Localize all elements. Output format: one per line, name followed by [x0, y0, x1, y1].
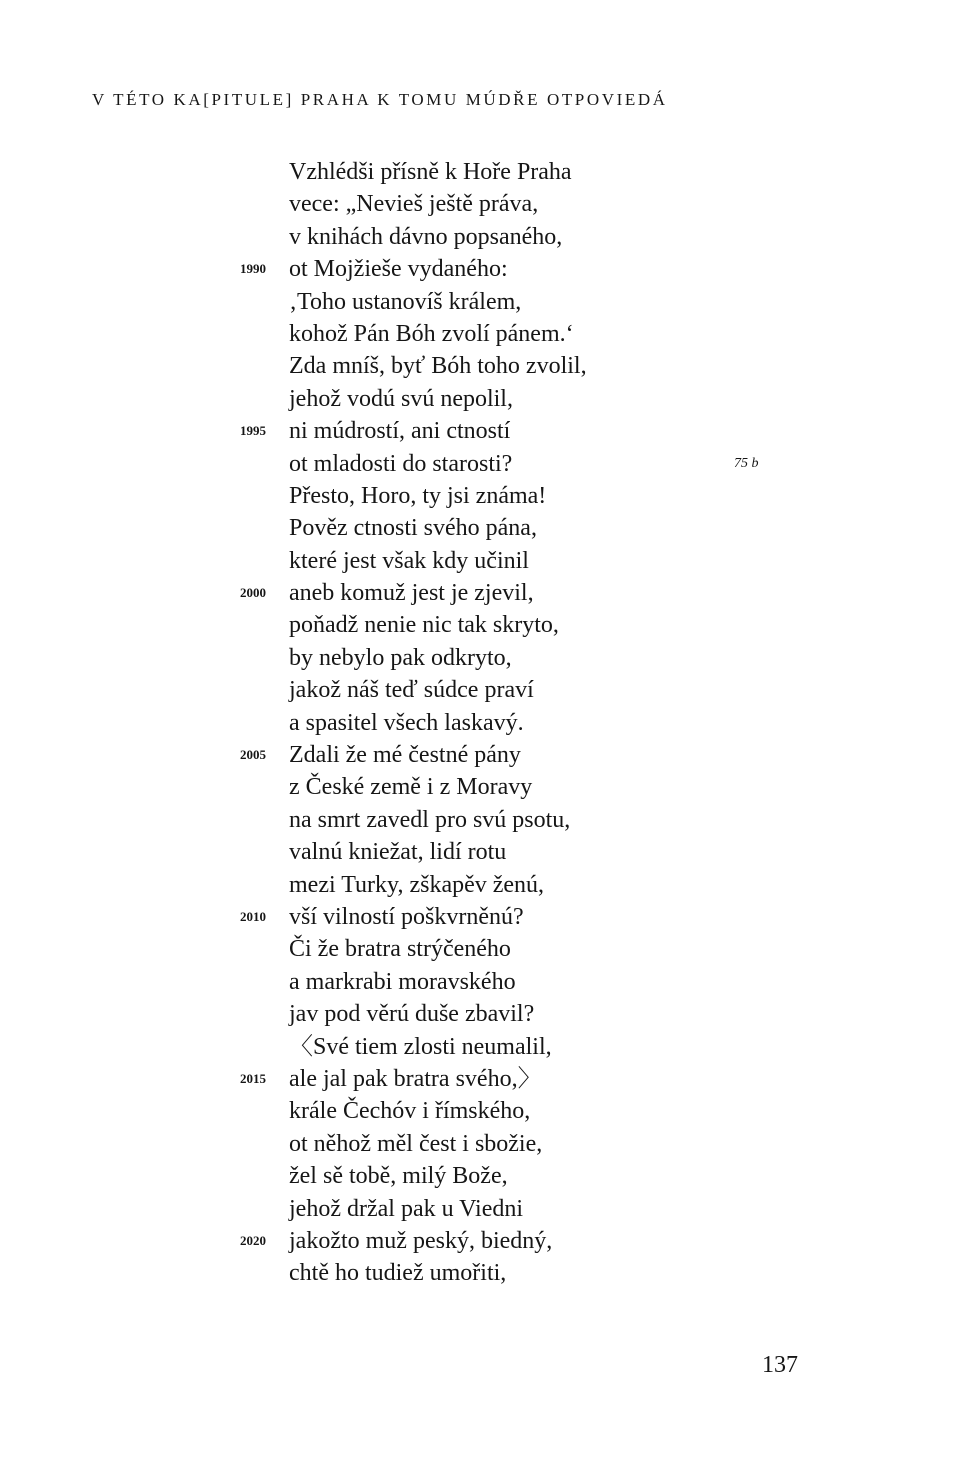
verse-text: Zda mníš, byť Bóh toho zvolil,	[289, 353, 587, 380]
verse-line	[0, 577, 960, 609]
verse-text: jakož náš teď súdce praví	[289, 677, 534, 704]
folio-margin-note: 75 b	[734, 455, 759, 471]
verse-text: mezi Turky, zškapěv ženú,	[289, 871, 545, 898]
verse-line	[0, 188, 960, 220]
verse-line	[0, 869, 960, 901]
verse-text: jakožto muž peský, biedný,	[289, 1227, 553, 1254]
verse-line	[0, 707, 960, 739]
line-number: 2015	[240, 1070, 266, 1086]
verse-text: ni múdrostí, ani ctností	[289, 418, 511, 445]
verse-line	[0, 1095, 960, 1127]
verse-text: vece: „Nevieš ještě práva,	[289, 191, 539, 218]
verse-line	[0, 1031, 960, 1063]
verse-text: Pověz ctnosti svého pána,	[289, 515, 537, 542]
verse-text: aneb komuž jest je zjevil,	[289, 580, 534, 607]
verse-text: a spasitel všech laskavý.	[289, 709, 524, 736]
verse-text: na smrt zavedl pro svú psotu,	[289, 806, 571, 833]
verse-line	[0, 383, 960, 415]
running-head: V TÉTO KA[PITULE] PRAHA K TOMU MÚDŘE OTPOVIEDÁ	[92, 90, 668, 109]
verse-line	[0, 318, 960, 350]
verse-line	[0, 221, 960, 253]
verse-text: kohož Pán Bóh zvolí pánem.‘	[289, 320, 574, 347]
verse-line	[0, 448, 960, 480]
line-number: 2000	[240, 585, 266, 601]
line-number: 1995	[240, 423, 266, 439]
line-number: 2005	[240, 747, 266, 763]
verse-text: chtě ho tudiež umořiti,	[289, 1260, 507, 1287]
verse-line	[0, 545, 960, 577]
verse-text: by nebylo pak odkryto,	[289, 644, 512, 671]
verse-line	[0, 901, 960, 933]
verse-text: žel sě tobě, milý Bože,	[289, 1163, 508, 1190]
verse-line	[0, 1257, 960, 1289]
verse-text: valnú kniežat, lidí rotu	[289, 839, 507, 866]
verse-text: ‚Toho ustanovíš králem,	[289, 288, 522, 315]
verse-line	[0, 966, 960, 998]
verse-text: jehož držal pak u Viedni	[289, 1195, 524, 1222]
verse-line	[0, 933, 960, 965]
line-number: 2020	[240, 1232, 266, 1248]
page-number: 137	[762, 1352, 798, 1378]
line-number: 1990	[240, 261, 266, 277]
verse-line	[0, 771, 960, 803]
verse-line	[0, 642, 960, 674]
verse-text: poňadž nenie nic tak skryto,	[289, 612, 559, 639]
verse-line	[0, 836, 960, 868]
verse-line	[0, 512, 960, 544]
verse-text: ale jal pak bratra svého,〉	[289, 1065, 542, 1092]
verse-line	[0, 415, 960, 447]
verse-line	[0, 1063, 960, 1095]
verse-text: jehož vodú svú nepolil,	[289, 385, 513, 412]
verse-text: vší vilností poškvrněnú?	[289, 903, 524, 930]
verse-text: Zdali že mé čestné pány	[289, 742, 521, 769]
verse-line	[0, 1225, 960, 1257]
verse-line	[0, 1193, 960, 1225]
verse-text: Či že bratra strýčeného	[289, 936, 511, 963]
verse-line	[0, 156, 960, 188]
verse-text: krále Čechóv i římského,	[289, 1098, 531, 1125]
verse-line	[0, 998, 960, 1030]
verse-line	[0, 286, 960, 318]
line-number: 2010	[240, 908, 266, 924]
verse-line	[0, 609, 960, 641]
verse-line	[0, 480, 960, 512]
verse-line	[0, 739, 960, 771]
verse-text: ot něhož měl čest i sbožie,	[289, 1130, 543, 1157]
verse-line	[0, 674, 960, 706]
verse-text: ot mladosti do starosti?	[289, 450, 513, 477]
verse-text: a markrabi moravského	[289, 968, 516, 995]
verse-text: jav pod věrú duše zbavil?	[289, 1001, 535, 1028]
verse-text: Vzhlédši přísně k Hoře Praha	[289, 159, 572, 185]
verse-text: z České země i z Moravy	[289, 774, 533, 801]
verse-text: v knihách dávno popsaného,	[289, 223, 563, 250]
verse-line	[0, 804, 960, 836]
verse-line	[0, 350, 960, 382]
verse-text: které jest však kdy učinil	[289, 547, 529, 574]
verse-text: ot Mojžieše vydaného:	[289, 256, 508, 283]
verse-line	[0, 1128, 960, 1160]
verse-line	[0, 253, 960, 285]
poem-text	[0, 156, 960, 1290]
verse-text: 〈Své tiem zlosti neumalil,	[289, 1033, 552, 1060]
verse-line	[0, 1160, 960, 1192]
verse-text: Přesto, Horo, ty jsi známa!	[289, 482, 547, 509]
